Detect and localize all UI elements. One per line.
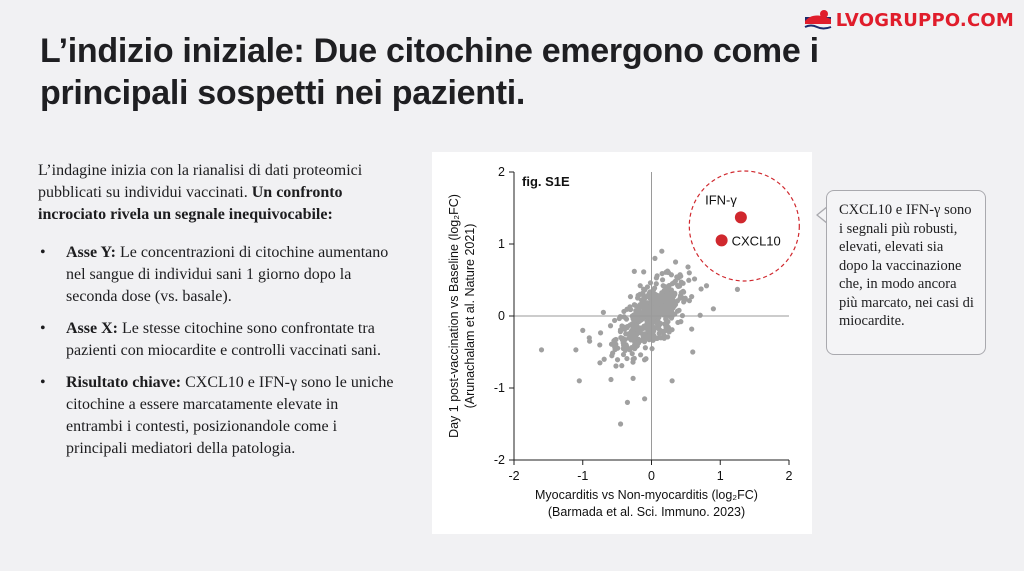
data-point	[677, 283, 682, 288]
bullet-label: Asse X:	[66, 320, 118, 337]
data-point	[641, 287, 646, 292]
data-point	[648, 280, 653, 285]
data-point	[597, 360, 602, 365]
intro-text: L’indagine inizia con la rianalisi di dati proteomici pubblicati su individui vaccinati.	[38, 162, 363, 201]
data-point	[665, 319, 670, 324]
y-tick-label: 0	[498, 309, 505, 323]
data-point	[632, 327, 637, 332]
data-point	[630, 351, 635, 356]
data-point	[624, 307, 629, 312]
data-point	[632, 269, 637, 274]
highlight-label: CXCL10	[731, 233, 781, 249]
data-point	[539, 347, 544, 352]
data-point	[580, 328, 585, 333]
x-tick-label: 1	[716, 469, 724, 483]
data-point	[673, 279, 678, 284]
bullet-item	[38, 242, 398, 308]
data-point	[687, 270, 692, 275]
data-point	[698, 313, 703, 318]
bullet-item	[38, 372, 398, 460]
data-point	[655, 318, 660, 323]
data-point	[663, 284, 668, 289]
data-point	[621, 346, 626, 351]
data-point	[629, 332, 634, 337]
data-point	[672, 292, 677, 297]
data-point	[652, 256, 657, 261]
data-point	[636, 337, 641, 342]
data-point	[655, 273, 660, 278]
data-point	[636, 310, 641, 315]
highlight-circle	[689, 171, 799, 281]
data-point	[685, 264, 690, 269]
data-point	[646, 334, 651, 339]
callout-box	[826, 190, 986, 355]
data-point	[711, 306, 716, 311]
data-point	[672, 304, 677, 309]
data-point	[692, 276, 697, 281]
x-axis-source-label: (Barmada et al. Sci. Immuno. 2023)	[547, 505, 746, 519]
data-point	[573, 347, 578, 352]
data-point	[641, 335, 646, 340]
data-point	[615, 357, 620, 362]
data-point	[660, 296, 665, 301]
data-point	[636, 319, 641, 324]
data-point	[632, 356, 637, 361]
data-point	[608, 377, 613, 382]
data-point	[642, 396, 647, 401]
data-point	[641, 269, 646, 274]
data-point	[609, 353, 614, 358]
data-point	[667, 329, 672, 334]
x-axis-label: Myocarditis vs Non-myocarditis (log₂FC)	[535, 488, 758, 502]
highlight-layer	[705, 192, 781, 248]
intro-paragraph	[38, 160, 398, 226]
data-point	[632, 302, 637, 307]
data-point	[622, 314, 627, 319]
data-point	[609, 342, 614, 347]
data-point	[644, 324, 649, 329]
data-point	[612, 318, 617, 323]
data-point	[659, 249, 664, 254]
y-tick-label: 2	[498, 165, 505, 179]
x-tick-label: 2	[785, 469, 793, 483]
bullet-icon: •	[40, 374, 46, 391]
data-point	[676, 308, 681, 313]
highlight-point	[716, 234, 728, 246]
data-point	[623, 331, 628, 336]
data-point	[660, 271, 665, 276]
data-point	[635, 295, 640, 300]
wave-logo-icon	[803, 8, 833, 32]
y-tick-label: -1	[493, 381, 505, 395]
data-point	[577, 378, 582, 383]
data-point	[643, 302, 648, 307]
data-point	[619, 363, 624, 368]
data-point	[673, 259, 678, 264]
scatter-chart	[432, 152, 812, 534]
data-point	[690, 349, 695, 354]
x-tick-label: -2	[508, 469, 520, 483]
data-point	[624, 356, 629, 361]
data-point	[631, 376, 636, 381]
highlight-point	[735, 211, 747, 223]
data-point	[601, 310, 606, 315]
brand-name: LVOGRUPPO.COM	[835, 9, 1014, 31]
data-point	[613, 363, 618, 368]
bullet-label: Risultato chiave:	[66, 374, 182, 391]
intro-bold-text: Un confronto incrociato rivela un segnale inequivocabile:	[38, 184, 343, 223]
data-point	[625, 400, 630, 405]
data-point	[681, 290, 686, 295]
data-point	[625, 324, 630, 329]
bullet-icon: •	[40, 320, 46, 337]
bullet-label: Asse Y:	[66, 244, 116, 261]
data-point	[649, 346, 654, 351]
bullet-text: CXCL10 e IFN-γ sono le uniche citochine a essere marcatamente elevate in entrambi i contesti, posizionandole come i principali mediatori della patologia.	[66, 374, 394, 457]
data-point	[638, 302, 643, 307]
data-point	[666, 291, 671, 296]
data-point	[643, 345, 648, 350]
bullet-item	[38, 318, 398, 362]
data-point	[618, 421, 623, 426]
figure-label: fig. S1E	[522, 174, 570, 189]
data-point	[615, 346, 620, 351]
data-point	[597, 342, 602, 347]
y-axis-source-label: (Arunachalam et al. Nature 2021)	[463, 223, 477, 409]
data-point	[686, 278, 691, 283]
data-point	[670, 298, 675, 303]
bullet-text: Le concentrazioni di citochine aumentano nel sangue di individui sani 1 giorno dopo la seconda dose (vs. basale).	[66, 244, 389, 305]
data-point	[689, 326, 694, 331]
data-point	[657, 335, 662, 340]
background-points-layer	[539, 249, 740, 427]
data-point	[662, 305, 667, 310]
brand-logo[interactable]	[803, 8, 1014, 32]
data-point	[689, 294, 694, 299]
data-point	[669, 272, 674, 277]
data-point	[602, 357, 607, 362]
bullet-list	[38, 242, 398, 460]
data-point	[675, 320, 680, 325]
data-point	[638, 326, 643, 331]
data-point	[735, 287, 740, 292]
data-point	[643, 306, 648, 311]
data-point	[598, 330, 603, 335]
data-point	[670, 378, 675, 383]
data-point	[620, 336, 625, 341]
data-point	[704, 283, 709, 288]
data-point	[608, 323, 613, 328]
y-axis-label: Day 1 post-vaccination vs Baseline (log₂FC)	[447, 194, 461, 438]
y-tick-label: -2	[493, 453, 505, 467]
scatter-chart-card	[432, 152, 812, 534]
x-tick-label: -1	[577, 469, 589, 483]
highlight-label: IFN-γ	[705, 192, 737, 208]
data-point	[699, 286, 704, 291]
bullet-text: Le stesse citochine sono confrontate tra pazienti con miocardite e controlli vaccinati sani.	[66, 320, 381, 359]
page-title: L’indizio iniziale: Due citochine emergono come i principali sospetti nei pazienti.	[40, 32, 819, 112]
data-point	[621, 340, 626, 345]
data-point	[660, 277, 665, 282]
bullet-icon: •	[40, 244, 46, 261]
data-point	[682, 298, 687, 303]
y-tick-label: 1	[498, 237, 505, 251]
data-point	[638, 352, 643, 357]
data-point	[654, 281, 659, 286]
data-point	[628, 294, 633, 299]
callout-text: CXCL10 e IFN-γ sono i segnali più robusti, elevati, elevati sia dopo la vaccinazione che, in modo ancora più marcato, nei casi di miocardite.	[839, 202, 974, 329]
data-point	[587, 339, 592, 344]
data-point	[642, 357, 647, 362]
x-tick-label: 0	[648, 469, 655, 483]
body-text	[38, 160, 398, 470]
